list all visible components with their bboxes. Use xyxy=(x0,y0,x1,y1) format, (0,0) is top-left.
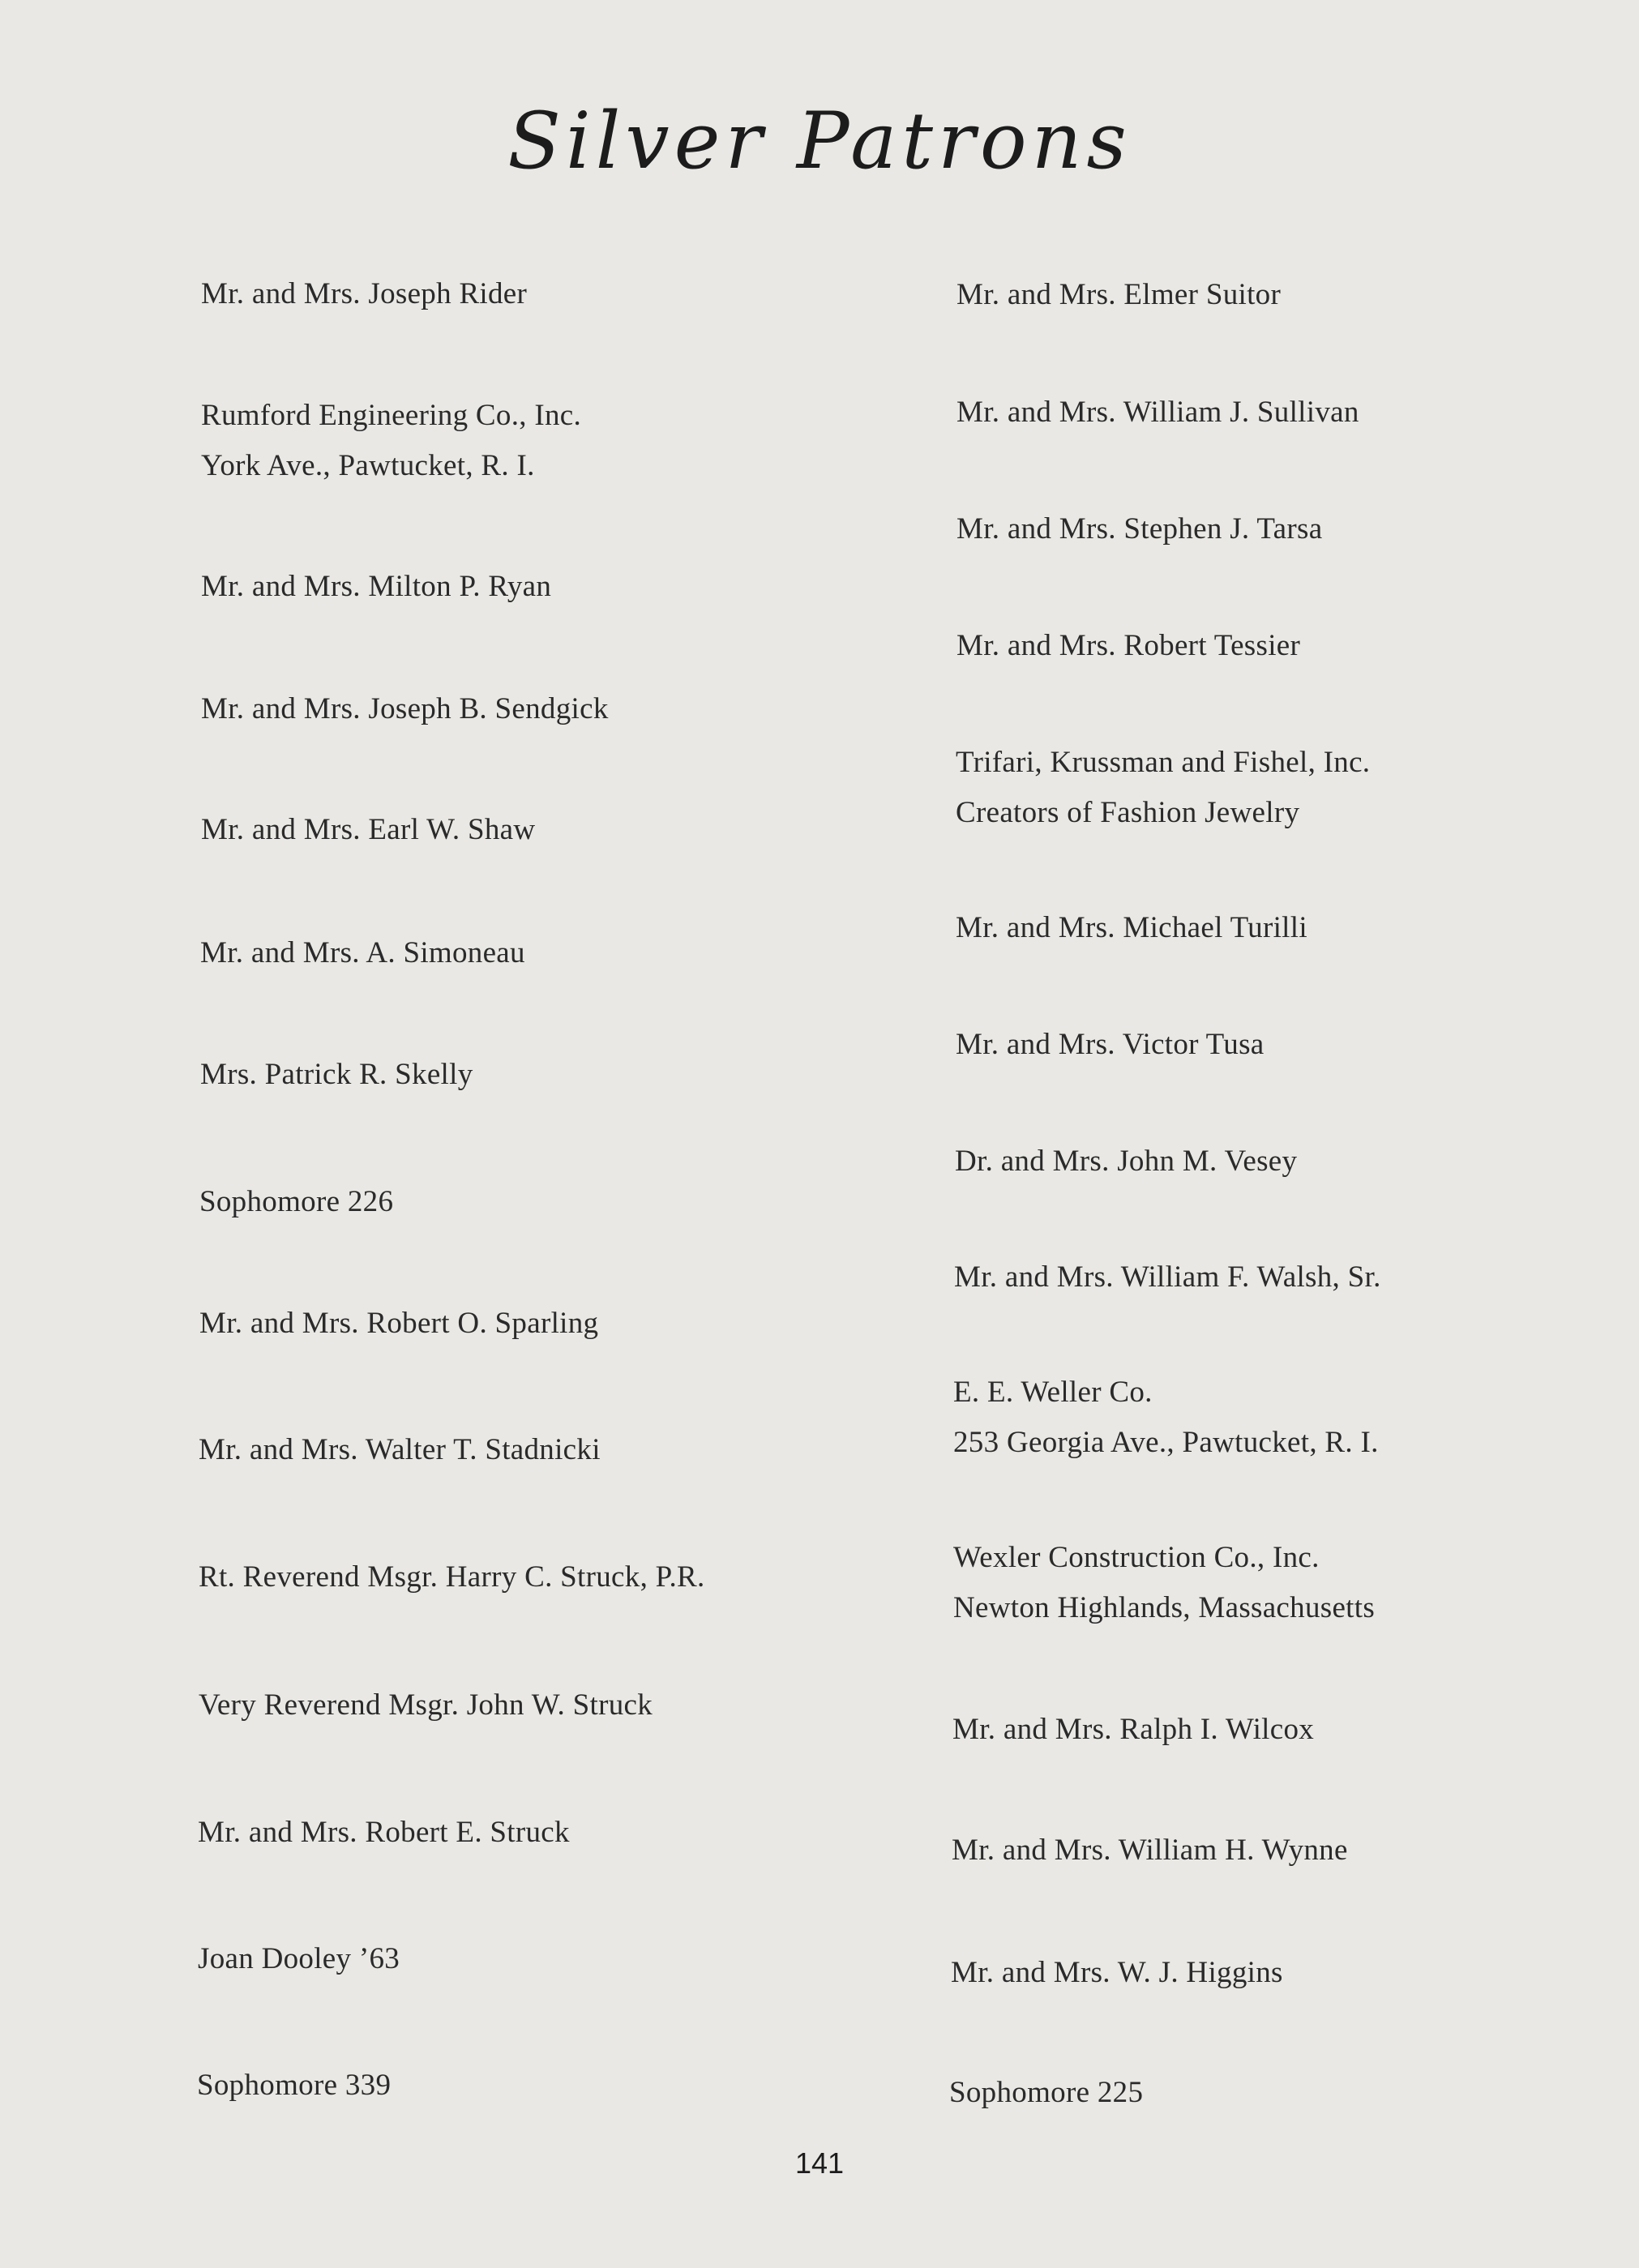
patron-name: Mr. and Mrs. William F. Walsh, Sr. xyxy=(954,1260,1381,1294)
patron-name: Mr. and Mrs. Joseph B. Sendgick xyxy=(201,692,609,725)
patron-name: Mr. and Mrs. Robert Tessier xyxy=(956,629,1301,662)
patron-entry xyxy=(949,2068,1143,2118)
patron-name: Trifari, Krussman and Fishel, Inc. xyxy=(956,746,1371,779)
patron-entry xyxy=(198,1808,570,1858)
patron-name: Mr. and Mrs. Joseph Rider xyxy=(201,277,528,310)
patron-name: Mr. and Mrs. W. J. Higgins xyxy=(951,1956,1283,1989)
patron-entry xyxy=(953,1367,1379,1468)
patron-entry xyxy=(956,504,1322,554)
patron-address: York Ave., Pawtucket, R. I. xyxy=(201,449,535,482)
patron-name: Joan Dooley ’63 xyxy=(198,1942,400,1975)
patron-entry xyxy=(953,1533,1375,1633)
patron-name: Rumford Engineering Co., Inc. xyxy=(201,399,582,432)
patron-name: Mr. and Mrs. Earl W. Shaw xyxy=(201,813,536,846)
patron-entry xyxy=(951,1948,1283,1998)
patron-entry xyxy=(956,738,1370,838)
patron-entry xyxy=(952,1825,1348,1876)
patron-entry xyxy=(199,1552,705,1603)
patron-entry xyxy=(201,684,609,734)
patron-entry xyxy=(952,1705,1314,1755)
patron-entry xyxy=(956,621,1300,671)
patron-name: E. E. Weller Co. xyxy=(953,1376,1153,1409)
patron-name: Mr. and Mrs. William J. Sullivan xyxy=(956,396,1359,429)
patron-name: Mr. and Mrs. William H. Wynne xyxy=(952,1834,1348,1867)
patron-entry xyxy=(201,805,535,855)
patron-name: Mr. and Mrs. Michael Turilli xyxy=(956,911,1307,944)
patron-entry xyxy=(199,1177,393,1227)
patron-entry xyxy=(956,270,1281,320)
patron-address: Newton Highlands, Massachusetts xyxy=(953,1591,1376,1624)
patron-address: Creators of Fashion Jewelry xyxy=(956,796,1300,829)
patron-entry xyxy=(199,1299,598,1349)
patron-name: Mr. and Mrs. A. Simoneau xyxy=(200,936,525,969)
patron-name: Sophomore 339 xyxy=(197,2069,392,2102)
patron-name: Mr. and Mrs. Robert E. Struck xyxy=(198,1816,570,1849)
patron-entry xyxy=(955,1136,1297,1187)
patron-entry xyxy=(200,928,525,978)
patron-entry xyxy=(197,2060,391,2111)
patron-entry xyxy=(201,269,527,319)
patron-name: Mr. and Mrs. Elmer Suitor xyxy=(956,278,1282,311)
patron-name: Very Reverend Msgr. John W. Struck xyxy=(199,1688,653,1722)
patron-entry xyxy=(956,387,1359,438)
patron-entry xyxy=(201,391,581,491)
patron-entry xyxy=(954,1252,1381,1303)
patron-name: Mr. and Mrs. Robert O. Sparling xyxy=(199,1307,599,1340)
patron-name: Mr. and Mrs. Stephen J. Tarsa xyxy=(956,512,1323,546)
patron-name: Mr. and Mrs. Walter T. Stadnicki xyxy=(199,1433,601,1466)
patron-name: Mr. and Mrs. Victor Tusa xyxy=(956,1028,1265,1061)
patron-name: Dr. and Mrs. John M. Vesey xyxy=(955,1145,1298,1178)
patron-name: Mr. and Mrs. Ralph I. Wilcox xyxy=(952,1713,1315,1746)
patron-name: Sophomore 226 xyxy=(199,1185,394,1218)
patron-entry xyxy=(956,1020,1265,1070)
patron-entry xyxy=(198,1934,400,1984)
patron-name: Sophomore 225 xyxy=(949,2076,1144,2109)
page-number: 141 xyxy=(794,2146,845,2180)
patron-entry xyxy=(956,903,1307,953)
patron-name: Wexler Construction Co., Inc. xyxy=(953,1541,1320,1574)
patron-name: Mrs. Patrick R. Skelly xyxy=(200,1058,473,1091)
patron-address: 253 Georgia Ave., Pawtucket, R. I. xyxy=(953,1426,1379,1459)
patron-entry xyxy=(201,562,551,612)
patron-name: Rt. Reverend Msgr. Harry C. Struck, P.R. xyxy=(199,1560,705,1594)
patron-entry xyxy=(200,1050,473,1100)
patron-entry xyxy=(199,1680,653,1731)
patron-entry xyxy=(199,1425,601,1475)
patron-name: Mr. and Mrs. Milton P. Ryan xyxy=(201,570,552,603)
page-title: Silver Patrons xyxy=(507,96,1132,186)
